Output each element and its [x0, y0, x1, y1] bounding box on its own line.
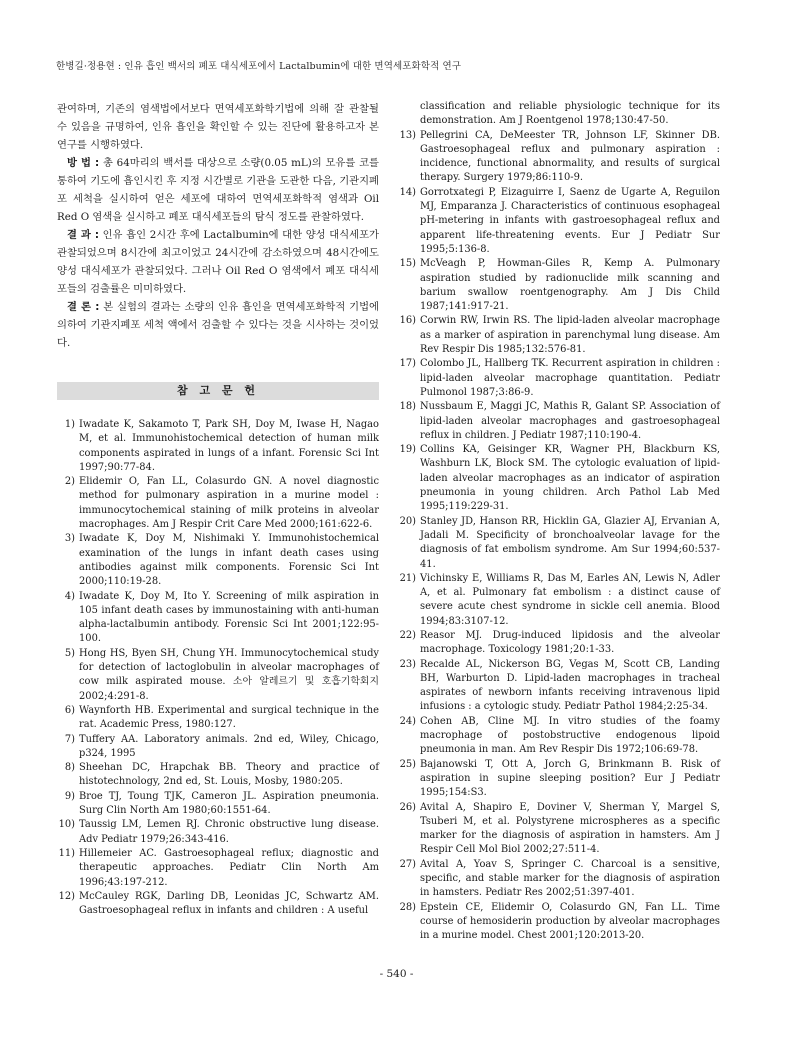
- results-label: 결 과 :: [67, 229, 99, 241]
- reference-text: McCauley RGK, Darling DB, Leonidas JC, Schwartz AM. Gastroesophageal reflux in infants and children : A useful: [79, 890, 379, 917]
- reference-number: 3): [64, 533, 75, 545]
- reference-text: Gorrotxategi P, Eizaguirre I, Saenz de Ugarte A, Reguilon MJ, Emparanza J. Characteristics of continuous esophageal pH-metering in infants with gastroesophageal reflux and apparent life-threatening events. Eur J Pediatr Sur 1995;5:136-8.: [420, 186, 720, 255]
- left-column: [57, 100, 379, 918]
- reference-item: [57, 847, 379, 890]
- reference-item: [57, 647, 379, 704]
- reference-item: [398, 515, 720, 572]
- reference-number: 27): [399, 858, 416, 870]
- results-paragraph: [57, 226, 379, 298]
- reference-number: 5): [64, 647, 75, 659]
- reference-item: [398, 629, 720, 658]
- reference-number: 22): [399, 629, 416, 641]
- reference-text: Recalde AL, Nickerson BG, Vegas M, Scott CB, Landing BH, Warburton D. Lipid-laden macrophages in tracheal aspirates of newborn infants receiving intravenous lipid infusions : a cytologic study. Pediatr Pathol 1984;2:25-34.: [420, 658, 720, 713]
- reference-item: [57, 818, 379, 847]
- reference-text: Cohen AB, Cline MJ. In vitro studies of the foamy macrophage of postobstructive endogenous lipoid pneumonia in man. Am Rev Respir Dis 1972;106:69-78.: [420, 715, 720, 756]
- conclusion-label: 결 론 :: [67, 301, 100, 313]
- reference-number: 21): [399, 572, 416, 584]
- reference-item: [57, 733, 379, 762]
- reference-number: 12): [58, 890, 75, 902]
- reference-number: 24): [399, 715, 416, 727]
- reference-number: 11): [58, 847, 75, 859]
- reference-item: [398, 572, 720, 629]
- reference-item: [398, 715, 720, 758]
- conclusion-paragraph: [57, 298, 379, 352]
- reference-item: [57, 590, 379, 647]
- reference-text: Hillemeier AC. Gastroesophageal reflux; diagnostic and therapeutic approaches. Pediatr Clin North Am 1996;43:197-212.: [79, 847, 379, 888]
- reference-item: [398, 357, 720, 400]
- reference-text: Stanley JD, Hanson RR, Hicklin GA, Glazier AJ, Ervanian A, Jadali M. Specificity of bronchoalveolar lavage for the diagnosis of fat embolism syndrome. Am Sur 1994;60:537-41.: [420, 515, 720, 570]
- reference-text: classification and reliable physiologic technique for its demonstration. Am J Roentgenol 1978;130:47-50.: [420, 101, 720, 127]
- reference-text: Avital A, Shapiro E, Doviner V, Sherman Y, Margel S, Tsuberi M, et al. Polystyrene microspheres as a specific marker for the diagnosis of aspiration in hamsters. Am J Respir Cell Mol Biol 2002;27:511-4.: [420, 801, 720, 856]
- reference-continuation: [398, 100, 720, 129]
- reference-text: Iwadate K, Sakamoto T, Park SH, Doy M, Iwase H, Nagao M, et al. Immunohistochemical detection of human milk components aspirated in lungs of a infant. Forensic Sci Int 1997;90:77-84.: [79, 419, 379, 473]
- reference-text: Iwadate K, Doy M, Nishimaki Y. Immunohistochemical examination of the lungs in infant death cases using antibodies against milk components. Forensic Sci Int 2000;110:19-28.: [79, 533, 379, 588]
- reference-text: Corwin RW, Irwin RS. The lipid-laden alveolar macrophage as a marker of aspiration in parenchymal lung disease. Am Rev Respir Dis 1985;132:576-81.: [420, 315, 720, 356]
- reference-text: Broe TJ, Toung TJK, Cameron JL. Aspiration pneumonia. Surg Clin North Am 1980;60:1551-64.: [79, 790, 379, 817]
- running-header: 한병길·정용현 : 인유 흡인 백서의 폐포 대식세포에서 Lactalbumin에 대한 면역세포화학적 연구: [56, 61, 462, 72]
- reference-item: [398, 658, 720, 715]
- reference-text: Tuffery AA. Laboratory animals. 2nd ed, Wiley, Chicago, p324, 1995: [79, 733, 379, 759]
- reference-number: 8): [64, 762, 75, 774]
- reference-text: Vichinsky E, Williams R, Das M, Earles AN, Lewis N, Adler A, et al. Pulmonary fat embolism : a distinct cause of severe acute chest syndrome in sickle cell anemia. Blood 1994;83:3107-12.: [420, 572, 720, 627]
- reference-item: [57, 890, 379, 919]
- reference-item: [398, 186, 720, 257]
- reference-number: 25): [399, 758, 416, 770]
- results-text: 인유 흡인 2시간 후에 Lactalbumin에 대한 양성 대식세포가 관찰되었으며 8시간에 최고이었고 24시간에 감소하였으며 48시간에도 양성 대식세포가 관찰되었다. 그러나 Oil Red O 염색에서 폐포 대식세포들의 검출률은 미미하였다.: [57, 229, 379, 295]
- reference-list-right-items: [398, 129, 720, 944]
- reference-text: Reasor MJ. Drug-induced lipidosis and the alveolar macrophage. Toxicology 1981;20:1-33.: [420, 629, 720, 656]
- reference-number: 15): [399, 258, 416, 270]
- reference-number: 6): [64, 704, 75, 716]
- reference-text: Nussbaum E, Maggi JC, Mathis R, Galant SP. Association of lipid-laden alveolar macrophages and gastroesophageal reflux in children. J Pediatr 1987;110:190-4.: [420, 401, 720, 441]
- methods-label: 방 법 :: [67, 157, 100, 169]
- reference-number: 4): [64, 590, 75, 602]
- intro-paragraph: [57, 100, 379, 154]
- reference-number: 13): [399, 129, 416, 141]
- page-number: - 540 -: [379, 968, 414, 980]
- reference-text: Avital A, Yoav S, Springer C. Charcoal is a sensitive, specific, and stable marker for the diagnosis of aspiration in hamsters. Pediatr Res 2002;51:397-401.: [420, 858, 720, 899]
- intro-text: 관여하며, 기존의 염색법에서보다 면역세포화학기법에 의해 잘 관찰될 수 있음을 규명하여, 인유 흡인을 확인할 수 있는 진단에 활용하고자 본 연구를 시행하였다.: [57, 103, 379, 151]
- reference-number: 17): [399, 358, 416, 370]
- reference-number: 18): [399, 401, 416, 413]
- reference-item: [57, 532, 379, 589]
- reference-item: [57, 761, 379, 790]
- reference-text: Bajanowski T, Ott A, Jorch G, Brinkmann B. Risk of aspiration in supine sleeping position? Eur J Pediatr 1995;154:S3.: [420, 758, 720, 799]
- reference-item: [57, 475, 379, 532]
- reference-number: 23): [399, 658, 416, 670]
- reference-item: [398, 801, 720, 858]
- reference-item: [57, 790, 379, 819]
- reference-number: 2): [64, 476, 75, 488]
- reference-number: 7): [64, 733, 75, 745]
- reference-number: 9): [64, 790, 75, 802]
- reference-item: [57, 418, 379, 475]
- reference-text: Epstein CE, Elidemir O, Colasurdo GN, Fan LL. Time course of hemosiderin production by alveolar macrophages in a murine model. Chest 2001;120:2013-20.: [420, 901, 720, 942]
- reference-item: [398, 443, 720, 514]
- reference-text: Waynforth HB. Experimental and surgical technique in the rat. Academic Press, 1980:127.: [79, 704, 379, 731]
- reference-text: McVeagh P, Howman-Giles R, Kemp A. Pulmonary aspiration studied by radionuclide milk scanning and barium swallow roentgenography. Am J Dis Child 1987;141:917-21.: [420, 258, 720, 313]
- reference-item: [57, 704, 379, 733]
- reference-number: 26): [399, 801, 416, 813]
- reference-number: 20): [399, 515, 416, 527]
- reference-item: [398, 901, 720, 944]
- reference-text: Elidemir O, Fan LL, Colasurdo GN. A novel diagnostic method for pulmonary aspiration in a murine model : immunocytochemical staining of milk proteins in alveolar macrophages. Am J Respir Crit Care Med 2000;161:622-6.: [79, 476, 379, 531]
- reference-text: Collins KA, Geisinger KR, Wagner PH, Blackburn KS, Washburn LK, Block SM. The cytologic evaluation of lipid-laden alveolar macrophages as an indicator of aspiration pneumonia in young children. Arch Pathol Lab Med 1995;119:229-31.: [420, 444, 720, 513]
- reference-number: 10): [58, 819, 75, 831]
- reference-text: Taussig LM, Lemen RJ. Chronic obstructive lung disease. Adv Pediatr 1979;26:343-416.: [79, 819, 379, 845]
- reference-item: [398, 257, 720, 314]
- reference-item: [398, 129, 720, 186]
- reference-number: 1): [64, 419, 75, 430]
- reference-item: [398, 758, 720, 801]
- reference-number: 14): [399, 186, 416, 198]
- reference-number: 16): [399, 315, 416, 327]
- conclusion-text: 본 실험의 결과는 소량의 인유 흡인을 면역세포화학적 기법에 의하여 기관지폐포 세척 액에서 검출할 수 있다는 것을 시사하는 것이었다.: [57, 301, 379, 349]
- reference-item: [398, 314, 720, 357]
- reference-list-left: [57, 418, 379, 918]
- reference-text: Sheehan DC, Hrapchak BB. Theory and practice of histotechnology, 2nd ed, St. Louis, Mosby, 1980:205.: [79, 762, 379, 788]
- reference-number: 28): [399, 901, 416, 913]
- reference-item: [398, 858, 720, 901]
- reference-text: Colombo JL, Hallberg TK. Recurrent aspiration in children : lipid-laden alveolar macrophage quantitation. Pediatr Pulmonol 1987;3:86-9.: [420, 358, 720, 398]
- reference-text: Iwadate K, Doy M, Ito Y. Screening of milk aspiration in 105 infant death cases by immunostaining with anti-human alpha-lactalbumin antibody. Forensic Sci Int 2001;122:95-100.: [79, 590, 379, 645]
- reference-number: 19): [399, 444, 416, 456]
- methods-paragraph: [57, 154, 379, 226]
- right-column: [398, 100, 720, 944]
- reference-item: [398, 400, 720, 443]
- methods-text: 총 64마리의 백서를 대상으로 소량(0.05 mL)의 모유를 코를 통하여 기도에 흡인시킨 후 지정 시간별로 기관을 도관한 다음, 기관지폐포 세척을 실시하여 얻은 세포에 대하여 면역세포화학적 염색과 Oil Red O 염색을 실시하고 폐포 대식세포들의 탐식 정도를 관찰하였다.: [57, 157, 379, 223]
- references-heading: 참 고 문 헌: [57, 382, 379, 400]
- reference-list-right: [398, 100, 720, 129]
- reference-text: Hong HS, Byen SH, Chung YH. Immunocytochemical study for detection of lactoglobulin in alveolar macrophages of cow milk aspirated mouse. 소아 알레르기 및 호흡기학회지 2002;4:291-8.: [79, 647, 379, 702]
- reference-text: Pellegrini CA, DeMeester TR, Johnson LF, Skinner DB. Gastroesophageal reflux and pulmonary aspiration : incidence, functional abnormality, and results of surgical therapy. Surgery 1979;86:110-9.: [420, 129, 720, 184]
